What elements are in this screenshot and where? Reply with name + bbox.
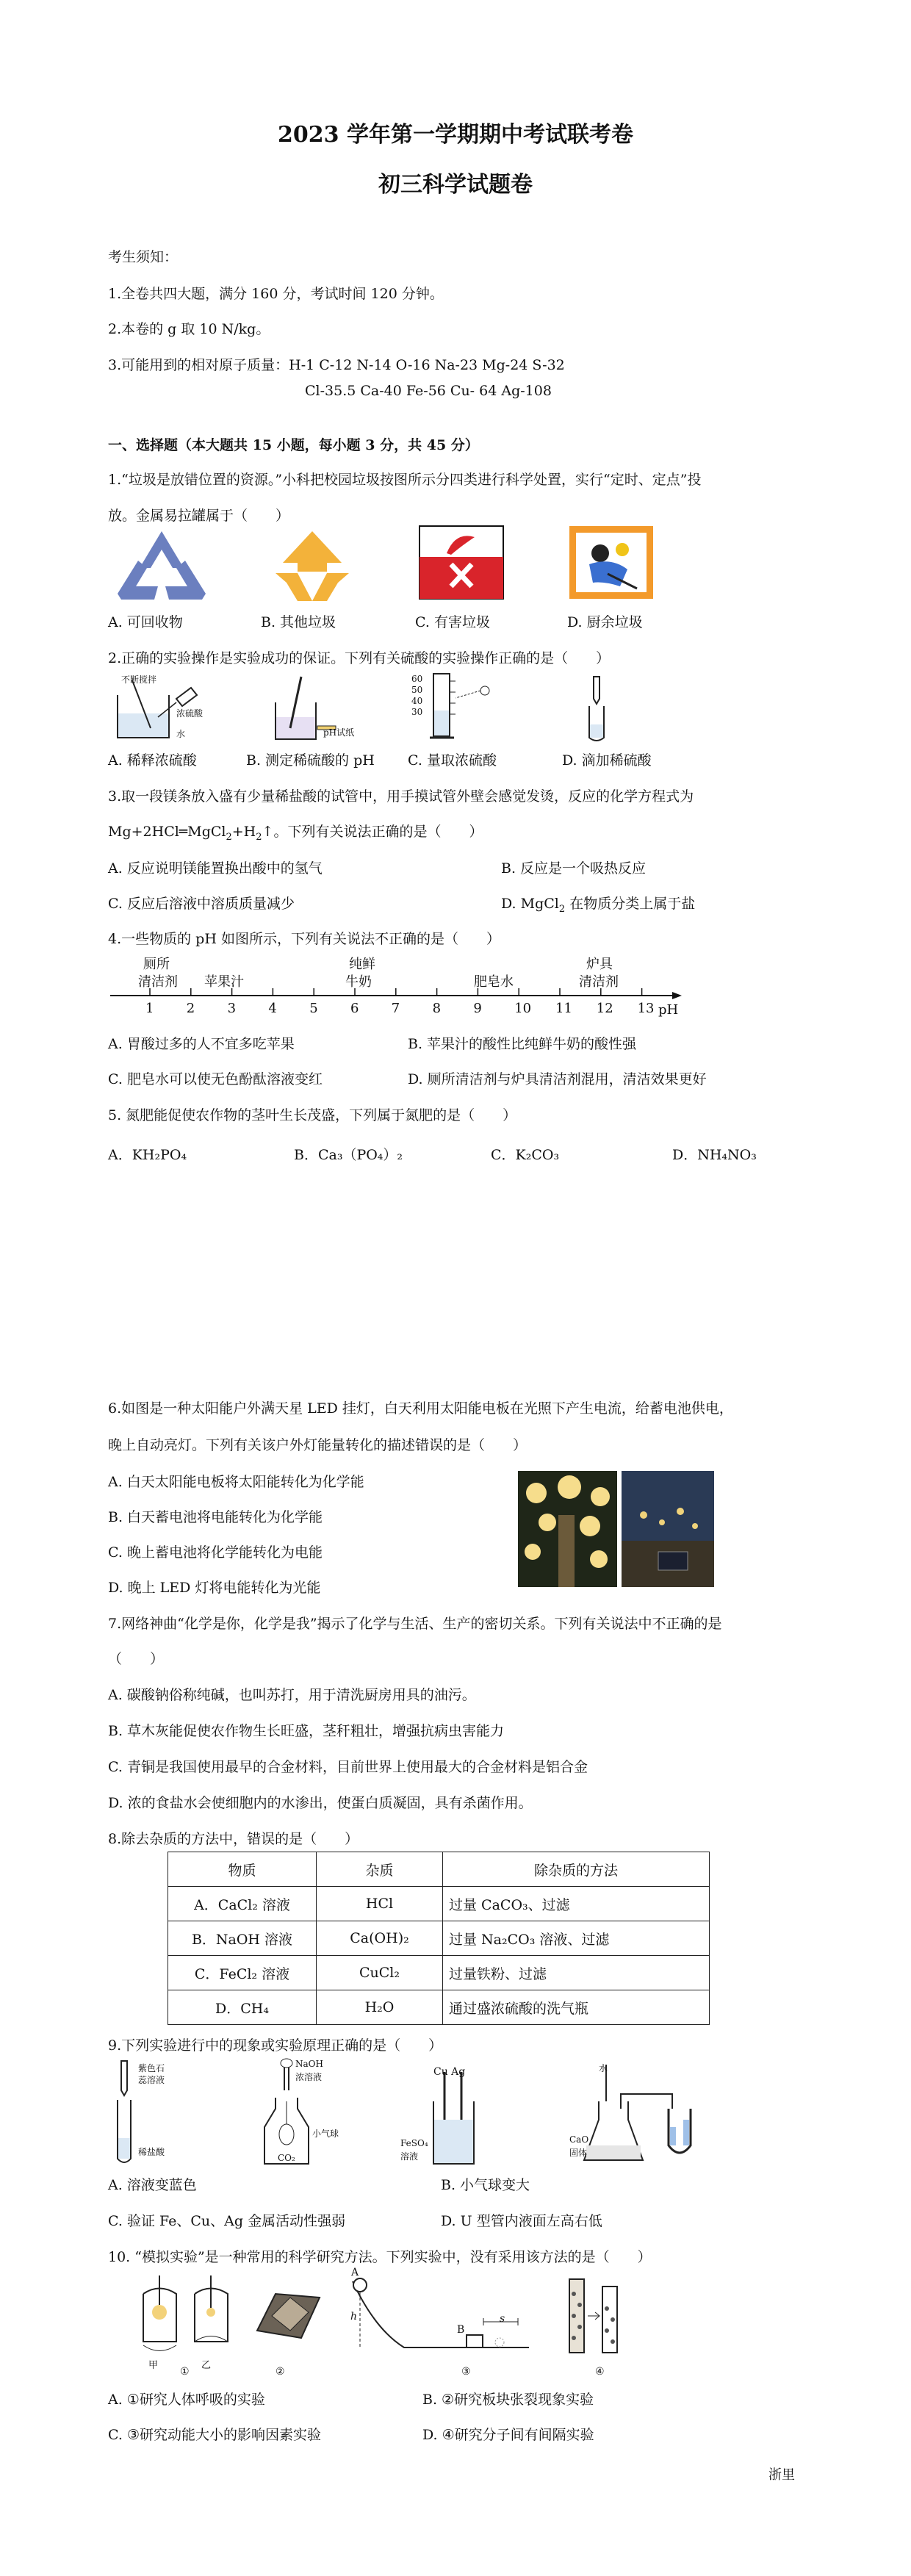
fig-label: 乙 xyxy=(201,2360,212,2371)
fig-label: 紫色石 xyxy=(138,2063,165,2073)
option-c: C. 有害垃圾 xyxy=(415,614,490,630)
notice-line: 2.本卷的 g 取 10 N/kg。 xyxy=(108,321,270,337)
led-lamp-photo xyxy=(518,1471,617,1587)
dropper-figure xyxy=(580,673,617,743)
impurity-table xyxy=(168,1852,710,2025)
option-a: A. 溶液变蓝色 xyxy=(108,2177,197,2193)
table-header: 杂质 xyxy=(317,1852,443,1887)
breathing-model-figure xyxy=(132,2272,242,2367)
ph-label: 炉具 xyxy=(586,957,613,972)
question-stem: 1.“垃圾是放错位置的资源。”小科把校园垃圾按图所示分四类进行科学处置，实行“定时、定点”投 xyxy=(108,472,702,488)
fig-label: A xyxy=(351,2267,359,2278)
option-b: B. 苹果汁的酸性比纯鲜牛奶的酸性强 xyxy=(408,1036,637,1052)
notice-heading: 考生须知： xyxy=(108,249,179,265)
ph-scale-number: 13 xyxy=(637,1001,655,1016)
option-d: D. ④研究分子间有间隔实验 xyxy=(422,2427,594,2443)
option-d: D. 浓的食盐水会使细胞内的水渗出，使蛋白质凝固，具有杀菌作用。 xyxy=(108,1795,533,1811)
option-d: D．NH₄NO₃ xyxy=(672,1147,757,1163)
fig-label: NaOH xyxy=(295,2059,323,2069)
section-heading: 一、选择题（本大题共 15 小题，每小题 3 分，共 45 分） xyxy=(108,437,479,453)
option-a: A. 反应说明镁能置换出酸中的氢气 xyxy=(108,860,323,877)
table-cell: CuCl₂ xyxy=(317,1956,443,1990)
table-row xyxy=(168,1990,710,2025)
notice-line: 1.全卷共四大题，满分 160 分，考试时间 120 分钟。 xyxy=(108,286,444,302)
fig-label: pH试纸 xyxy=(323,727,355,738)
ph-scale-number: 3 xyxy=(227,1001,237,1016)
measuring-cylinder-figure xyxy=(411,670,500,744)
question-stem: 晚上自动亮灯。下列有关该户外灯能量转化的描述错误的是（ ） xyxy=(108,1437,527,1453)
ph-axis-unit: pH xyxy=(658,1002,679,1018)
table-cell: A．CaCl₂ 溶液 xyxy=(168,1887,317,1921)
question-stem: （ ） xyxy=(108,1651,165,1667)
option-c: C. 量取浓硫酸 xyxy=(408,752,497,769)
fig-label: 不断搅拌 xyxy=(121,674,157,685)
option-a: A. ①研究人体呼吸的实验 xyxy=(108,2392,265,2408)
option-a: A. 胃酸过多的人不宜多吃苹果 xyxy=(108,1036,295,1052)
question-stem: 3.取一段镁条放入盛有少量稀盐酸的试管中，用手摸试管外壁会感觉发烫，反应的化学方程式为 xyxy=(108,788,694,805)
option-a: A. 可回收物 xyxy=(108,614,183,630)
molecule-gap-figure xyxy=(558,2272,647,2367)
fig-label: 稀盐酸 xyxy=(138,2147,165,2157)
fig-label: Cu Ag xyxy=(433,2066,466,2078)
ph-label: 肥皂水 xyxy=(474,974,514,990)
fig-label: 浓溶液 xyxy=(295,2072,323,2082)
option-c: C. 肥皂水可以使无色酚酞溶液变红 xyxy=(108,1071,323,1087)
table-cell: Ca(OH)₂ xyxy=(317,1921,443,1956)
ph-scale-number: 9 xyxy=(473,1001,482,1016)
ph-label: 纯鲜 xyxy=(349,957,375,972)
cylinder-tick: 50 xyxy=(411,685,423,695)
ph-label: 苹果汁 xyxy=(204,974,244,990)
u-tube-figure xyxy=(566,2057,727,2167)
table-cell: C．FeCl₂ 溶液 xyxy=(168,1956,317,1990)
option-d: D. 滴加稀硫酸 xyxy=(562,752,652,769)
ph-label: 牛奶 xyxy=(345,974,372,990)
fig-number: ② xyxy=(276,2366,285,2378)
option-b: B. ②研究板块张裂现象实验 xyxy=(422,2392,594,2408)
fig-label: 水 xyxy=(599,2063,608,2073)
table-cell: HCl xyxy=(317,1887,443,1921)
table-cell: 过量 CaCO₃、过滤 xyxy=(443,1887,710,1921)
exam-subtitle: 初三科学试题卷 xyxy=(378,172,533,198)
recycle-icon xyxy=(110,528,213,605)
table-cell: 过量 Na₂CO₃ 溶液、过滤 xyxy=(443,1921,710,1956)
question-stem: $Mg+2HCl═MgCl_2+H_2↑$。下列有关说法正确的是（ ） xyxy=(108,824,483,843)
question-stem: 4.一些物质的 pH 如图所示，下列有关说法不正确的是（ ） xyxy=(108,931,500,947)
fig-label: CaO xyxy=(569,2134,589,2145)
option-a: A．KH₂PO₄ xyxy=(108,1147,187,1163)
fig-label: 甲 xyxy=(148,2360,159,2371)
notice-line: Cl-35.5 Ca-40 Fe-56 Cu- 64 Ag-108 xyxy=(305,383,552,399)
fig-label: 固体 xyxy=(569,2148,588,2158)
cylinder-tick: 40 xyxy=(411,696,423,706)
option-b: B. 反应是一个吸热反应 xyxy=(501,860,647,877)
other-waste-icon xyxy=(261,528,364,605)
notice-line: 3.可能用到的相对原子质量：H-1 C-12 N-14 O-16 Na-23 Mg-24 S-32 xyxy=(108,357,565,373)
table-header-row xyxy=(168,1852,710,1887)
ph-label: 厕所 xyxy=(143,957,170,972)
option-b: B．Ca₃（PO₄）₂ xyxy=(294,1147,403,1163)
ph-scale-number: 7 xyxy=(391,1001,400,1016)
fig-label: FeSO₄ xyxy=(400,2138,428,2148)
ph-scale-number: 4 xyxy=(268,1001,277,1016)
option-b: B. 草木灰能促使农作物生长旺盛，茎秆粗壮，增强抗病虫害能力 xyxy=(108,1723,505,1739)
fig-number: ④ xyxy=(595,2366,605,2378)
cylinder-tick: 60 xyxy=(411,674,423,684)
question-stem: 7.网络神曲“化学是你，化学是我”揭示了化学与生活、生产的密切关系。下列有关说法中不正确的是 xyxy=(108,1616,722,1632)
fig-label: 溶液 xyxy=(400,2151,419,2162)
ph-scale-number: 11 xyxy=(555,1001,572,1016)
option-c: C. 反应后溶液中溶质质量减少 xyxy=(108,896,295,912)
option-c: C. 青铜是我国使用最早的合金材料，目前世界上使用最大的合金材料是铝合金 xyxy=(108,1759,588,1775)
option-c: C. 验证 Fe、Cu、Ag 金属活动性强弱 xyxy=(108,2213,346,2229)
ph-scale-number: 12 xyxy=(596,1001,613,1016)
option-d: D. MgCl$_2$ 在物质分类上属于盐 xyxy=(501,896,696,915)
option-d: D. U 型管内液面左高右低 xyxy=(441,2213,602,2229)
ph-scale-number: 8 xyxy=(432,1001,442,1016)
table-row xyxy=(168,1887,710,1921)
fig-number: ① xyxy=(180,2366,190,2378)
ph-scale-number: 1 xyxy=(145,1001,154,1016)
fig-label: 水 xyxy=(176,729,186,739)
ph-label: 清洁剂 xyxy=(579,974,619,990)
fig-label: 小气球 xyxy=(312,2129,339,2139)
question-stem: 5. 氮肥能促使农作物的茎叶生长茂盛，下列属于氮肥的是（ ） xyxy=(108,1107,517,1123)
question-stem: 9.下列实验进行中的现象或实验原理正确的是（ ） xyxy=(108,2037,443,2054)
fig-label: CO₂ xyxy=(278,2153,295,2163)
option-b: B. 其他垃圾 xyxy=(261,614,336,630)
option-c: C．K₂CO₃ xyxy=(491,1147,560,1163)
table-row xyxy=(168,1921,710,1956)
question-stem: 6.如图是一种太阳能户外满天星 LED 挂灯，白天利用太阳能电板在光照下产生电流，给蓄电池供电， xyxy=(108,1400,733,1417)
table-cell: D．CH₄ xyxy=(168,1990,317,2025)
fig-label: B xyxy=(457,2324,465,2336)
plate-split-figure xyxy=(250,2287,323,2345)
option-a: A. 白天太阳能电板将太阳能转化为化学能 xyxy=(108,1474,364,1490)
ph-scale-number: 2 xyxy=(186,1001,195,1016)
ph-label: 清洁剂 xyxy=(138,974,178,990)
option-b: B. 小气球变大 xyxy=(441,2177,530,2193)
ph-scale-number: 5 xyxy=(309,1001,318,1016)
table-header: 物质 xyxy=(168,1852,317,1887)
option-a: A. 碳酸钠俗称纯碱，也叫苏打，用于清洗厨房用具的油污。 xyxy=(108,1687,476,1703)
option-d: D. 厕所清洁剂与炉具清洁剂混用，清洁效果更好 xyxy=(408,1071,707,1087)
fig-label: 浓硫酸 xyxy=(176,708,204,719)
option-d: D. 晚上 LED 灯将电能转化为光能 xyxy=(108,1580,321,1596)
fig-number: ③ xyxy=(461,2366,471,2378)
kitchen-waste-icon xyxy=(567,524,655,601)
option-b: B. 测定稀硫酸的 pH xyxy=(246,752,375,769)
footer-mark: 浙里 xyxy=(768,2467,795,2483)
table-cell: 过量铁粉、过滤 xyxy=(443,1956,710,1990)
hazardous-waste-icon xyxy=(417,524,505,601)
table-row xyxy=(168,1956,710,1990)
option-c: C. ③研究动能大小的影响因素实验 xyxy=(108,2427,321,2443)
question-stem: 10. “模拟实验”是一种常用的科学研究方法。下列实验中，没有采用该方法的是（ ） xyxy=(108,2249,652,2265)
table-cell: 通过盛浓硫酸的洗气瓶 xyxy=(443,1990,710,2025)
cylinder-tick: 30 xyxy=(411,707,423,717)
option-a: A. 稀释浓硫酸 xyxy=(108,752,197,769)
ph-scale-number: 6 xyxy=(350,1001,359,1016)
exam-title: 2023 学年第一学期期中考试联考卷 xyxy=(278,122,633,148)
table-cell: H₂O xyxy=(317,1990,443,2025)
solar-panel-photo xyxy=(622,1471,714,1587)
question-stem: 8.除去杂质的方法中，错误的是（ ） xyxy=(108,1831,359,1847)
option-b: B. 白天蓄电池将电能转化为化学能 xyxy=(108,1509,323,1525)
option-c: C. 晚上蓄电池将化学能转化为电能 xyxy=(108,1544,323,1561)
kinetic-energy-figure xyxy=(345,2270,536,2366)
fig-label: h xyxy=(350,2311,358,2323)
option-d: D. 厨余垃圾 xyxy=(567,614,643,630)
question-stem: 2.正确的实验操作是实验成功的保证。下列有关硫酸的实验操作正确的是（ ） xyxy=(108,650,611,666)
table-cell: B．NaOH 溶液 xyxy=(168,1921,317,1956)
fig-label: 蕊溶液 xyxy=(138,2075,165,2085)
ph-scale-number: 10 xyxy=(514,1001,532,1016)
question-stem: 放。金属易拉罐属于（ ） xyxy=(108,508,290,524)
fig-label: s xyxy=(500,2313,505,2325)
table-header: 除杂质的方法 xyxy=(443,1852,710,1887)
